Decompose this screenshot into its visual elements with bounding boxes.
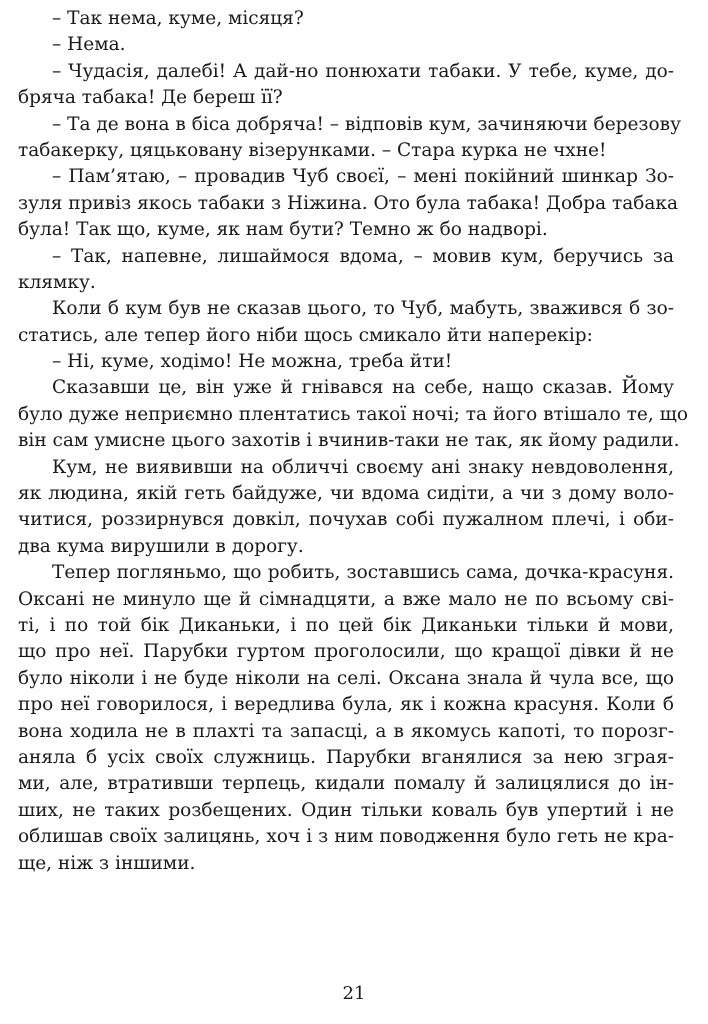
text-line: Коли б кум був не сказав цього, то Чуб, мабуть, зважився б зо- bbox=[52, 298, 674, 320]
text-line: бряча табака! Де береш її? bbox=[18, 87, 283, 109]
text-line: облишав своїх залицянь, хоч і з ним поводження було геть не кра- bbox=[18, 826, 674, 848]
text-line: – Та де вона в біса добряча! – відповів кум, зачиняючи березову bbox=[52, 113, 681, 135]
page-number: 21 bbox=[342, 983, 366, 1004]
text-line: він сам умисне цього захотів і вчинив-таки не так, як йому радили. bbox=[18, 430, 680, 452]
text-line: ще, ніж з іншими. bbox=[18, 852, 196, 874]
text-line: ми, але, втративши терпець, кидали помалу й залицялися до ін- bbox=[18, 773, 674, 795]
text-line: як людина, якій геть байдуже, чи вдома сидіти, а чи з дому воло- bbox=[18, 483, 674, 505]
text-line: – Так, напевне, лишаймося вдома, – мовив кум, беручись за bbox=[52, 245, 674, 267]
text-line: – Пам’ятаю, – провадив Чуб своєї, – мені покійний шинкар Зо- bbox=[52, 166, 674, 188]
text-line: про неї говорилося, і вередлива була, як і кожна красуня. Коли б bbox=[18, 694, 674, 716]
text-line: клямку. bbox=[18, 271, 96, 293]
text-line: – Так нема, куме, місяця? bbox=[52, 8, 304, 29]
text-line: табакерку, цяцькованy візерунками. – Стара курка не чхне! bbox=[18, 139, 607, 161]
text-line: вона ходила не в плахті та запасці, а в якомусь капоті, то порозг- bbox=[18, 720, 674, 742]
text-line: два кума вирушили в дорогу. bbox=[18, 535, 304, 557]
text-line: статись, але тепер його ніби щось смикало йти наперекір: bbox=[18, 324, 593, 346]
text-line: зуля привіз якось табаки з Ніжина. Ото була табака! Добра табака bbox=[18, 192, 679, 214]
text-line: – Ні, куме, ходімо! Не можна, треба йти! bbox=[52, 351, 453, 373]
text-line: було ніколи і не буде ніколи на селі. Оксана знала й чула все, що bbox=[18, 667, 674, 689]
text-line: читися, роззирнувся довкіл, почухав собі пужалном плечі, і оби- bbox=[18, 509, 674, 531]
text-line: – Нема. bbox=[52, 34, 126, 56]
text-line: Оксані не минуло ще й сімнадцяти, а вже мало не по всьому сві- bbox=[18, 588, 674, 610]
text-line: Сказавши це, він уже й гнівався на себе, нащо сказав. Йому bbox=[52, 377, 674, 399]
text-line: – Чудасія, далебі! А дай-но понюхати табаки. У тебе, куме, до- bbox=[52, 60, 674, 82]
text-line: аняла б усіх своїх служниць. Парубки вганялися за нею зграя- bbox=[18, 746, 674, 768]
text-line: Кум, не виявивши на обличчі своєму ані знаку невдоволення, bbox=[52, 456, 674, 478]
text-line: ті, і по той бік Диканьки, і по цей бік Диканьки тільки й мови, bbox=[18, 614, 674, 636]
body-text bbox=[18, 6, 688, 877]
text-line: ших, не таких розбещених. Один тільки коваль був упертий і не bbox=[18, 799, 674, 821]
text-line: Тепер погляньмо, що робить, зоставшись сама, дочка-красуня. bbox=[52, 562, 674, 584]
text-line: було дуже неприємно плентатись такої ночі; та його втішало те, що bbox=[18, 403, 688, 425]
text-line: була! Так що, куме, як нам бути? Темно ж бо надворі. bbox=[18, 219, 548, 241]
text-line: що про неї. Парубки гуртом проголосили, що кращої дівки й не bbox=[18, 641, 674, 663]
